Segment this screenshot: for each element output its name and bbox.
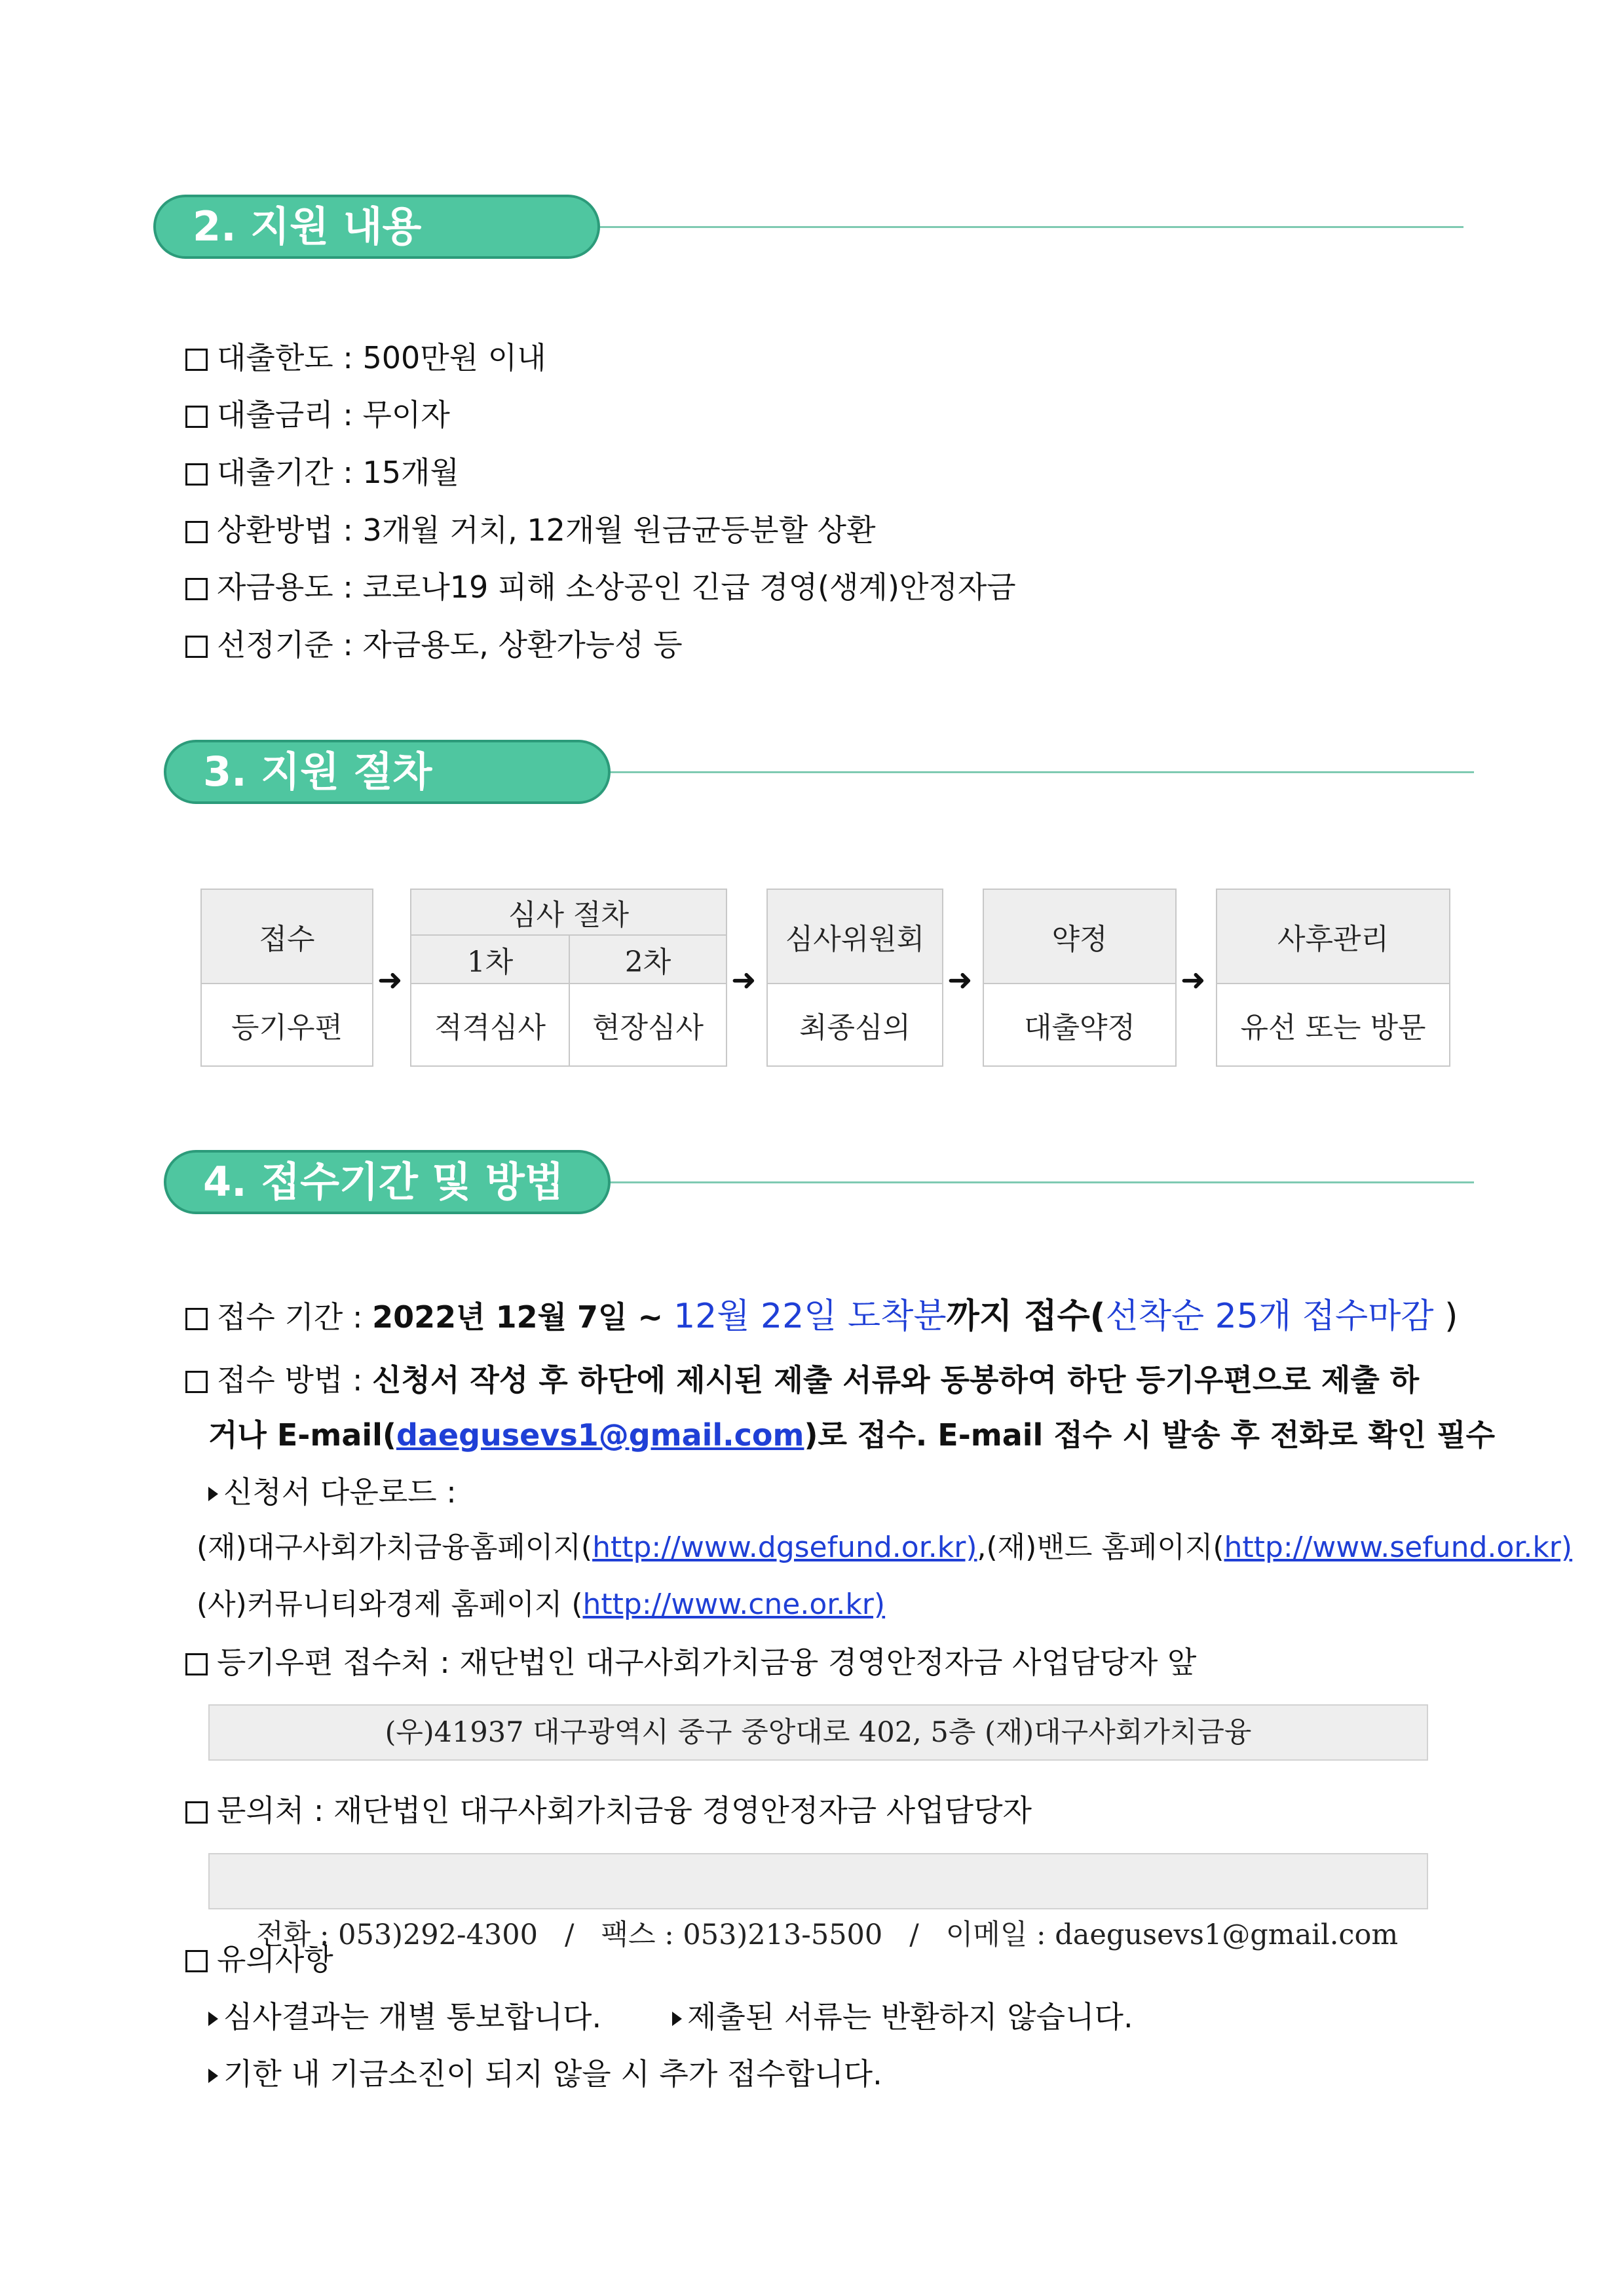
section-4-rule (611, 1181, 1474, 1183)
note-2-text: 제출된 서류는 반환하지 않습니다. (687, 1999, 1133, 2035)
step2-header (410, 889, 727, 936)
bullet-triangle-icon (208, 1487, 218, 1501)
sefund-link[interactable]: http://www.sefund.or.kr) (1224, 1531, 1573, 1564)
support-item-text: 상환방법 : 3개월 거치, 12개월 원금균등분할 상환 (217, 512, 876, 548)
period-close: ) (1433, 1297, 1458, 1336)
support-item (185, 567, 1016, 607)
checkbox-icon (185, 463, 208, 486)
contact-info-text: 전화 : 053)292-4300 / 팩스 : 053)213-5500 / 이메일 : daegusevs1@gmail.com (256, 1919, 1399, 1951)
step3-header-text: 심사위원회 (785, 923, 925, 956)
period-label: 접수 기간 : (217, 1299, 373, 1335)
section-3-rule (611, 771, 1474, 773)
download-label: 신청서 다운로드 : (223, 1474, 457, 1510)
step2-header-text: 심사 절차 (508, 898, 629, 932)
checkbox-icon (185, 349, 208, 371)
cne-link[interactable]: http://www.cne.or.kr) (582, 1588, 886, 1621)
arrow-right-icon: ➜ (1180, 962, 1206, 997)
support-item-text: 대출금리 : 무이자 (217, 397, 450, 432)
checkbox-icon (185, 1371, 208, 1393)
note-2 (672, 1997, 1133, 2037)
mail-to-text: 등기우편 접수처 : 재단법인 대구사회가치금융 경영안정자금 사업담당자 앞 (217, 1645, 1197, 1680)
contact-label-line (185, 1791, 1032, 1830)
support-item-text: 선정기준 : 자금용도, 상환가능성 등 (217, 627, 683, 662)
section-3-title-text: 3. 지원 절차 (203, 748, 432, 795)
arrow-right-icon: ➜ (377, 962, 403, 997)
section-4-title (164, 1150, 611, 1214)
dl-text-1b: ,(재)밴드 홈페이지( (977, 1531, 1224, 1564)
period-end: 12월 22일 도착분 (673, 1297, 947, 1336)
step5-header (1216, 889, 1450, 984)
dl-text-2a: (사)커뮤니티와경제 홈페이지 ( (197, 1588, 583, 1621)
contact-label: 문의처 : 재단법인 대구사회가치금융 경영안정자금 사업담당자 (217, 1793, 1032, 1828)
bullet-triangle-icon (208, 2069, 218, 2083)
bullet-triangle-icon (672, 2012, 682, 2026)
notes-label: 유의사항 (217, 1942, 333, 1977)
address-box (208, 1704, 1428, 1761)
support-item-text: 대출한도 : 500만원 이내 (217, 340, 546, 375)
download-line-1 (197, 1528, 1572, 1567)
step4-header-text: 약정 (1051, 923, 1108, 956)
checkbox-icon (185, 1950, 208, 1972)
step4-value-text: 대출약정 (1023, 1011, 1135, 1044)
step2-sub2 (569, 934, 727, 984)
step1-header (200, 889, 373, 984)
step1-value-text: 등기우편 (231, 1011, 343, 1044)
method-label: 접수 방법 : (217, 1362, 373, 1398)
step5-value (1216, 983, 1450, 1067)
step1-header-text: 접수 (259, 923, 315, 956)
note-3-text: 기한 내 기금소진이 되지 않을 시 추가 접수합니다. (223, 2056, 882, 2092)
step3-header (766, 889, 943, 984)
support-item (185, 395, 450, 434)
checkbox-icon (185, 1801, 208, 1824)
step4-value (983, 983, 1177, 1067)
contact-box (208, 1853, 1428, 1951)
period-start: 2022년 12월 7일 ~ (372, 1299, 674, 1335)
section-2-title (153, 195, 600, 259)
download-label-line (208, 1472, 457, 1512)
step2-value1 (410, 983, 570, 1067)
step2-value2 (569, 983, 727, 1067)
step2-sub1-text: 1차 (466, 946, 514, 979)
method-line (185, 1360, 1419, 1400)
step3-value-text: 최종심의 (799, 1011, 911, 1044)
section-2-rule (600, 226, 1463, 228)
period-line (185, 1297, 1458, 1337)
note-1-text: 심사결과는 개별 통보합니다. (223, 1999, 602, 2035)
step2-value1-text: 적격심사 (434, 1011, 546, 1044)
arrow-right-icon: ➜ (731, 962, 757, 997)
checkbox-icon (185, 636, 208, 658)
checkbox-icon (185, 578, 208, 600)
checkbox-icon (185, 1653, 208, 1675)
note-1 (208, 1997, 601, 2037)
bullet-triangle-icon (208, 2012, 218, 2026)
method-line-2 (208, 1415, 1495, 1455)
dgsefund-link[interactable]: http://www.dgsefund.or.kr) (592, 1531, 977, 1564)
download-line-2 (197, 1585, 885, 1624)
step5-value-text: 유선 또는 방문 (1240, 1011, 1426, 1044)
dl-text-1a: (재)대구사회가치금융홈페이지( (197, 1531, 593, 1564)
step2-value2-text: 현장심사 (592, 1011, 704, 1044)
period-limit: 선착순 25개 접수마감 (1105, 1297, 1434, 1336)
support-item (185, 625, 683, 664)
section-2-title-text: 2. 지원 내용 (193, 202, 422, 250)
notes-label-line (185, 1940, 333, 1979)
step2-sub2-text: 2차 (624, 946, 671, 979)
method-text-2b: )로 접수. E-mail 접수 시 발송 후 전화로 확인 필수 (804, 1417, 1496, 1453)
support-item (185, 510, 876, 550)
support-item (185, 453, 459, 492)
arrow-right-icon: ➜ (947, 962, 973, 997)
support-item-text: 대출기간 : 15개월 (217, 455, 459, 490)
checkbox-icon (185, 521, 208, 543)
section-3-title (164, 740, 611, 804)
support-item-text: 자금용도 : 코로나19 피해 소상공인 긴급 경영(생계)안정자금 (217, 569, 1016, 605)
step2-sub1 (410, 934, 570, 984)
checkbox-icon (185, 1308, 208, 1330)
mail-to-line (185, 1643, 1196, 1682)
step3-value (766, 983, 943, 1067)
support-item (185, 338, 546, 377)
method-text-2a: 거나 E-mail( (208, 1417, 396, 1453)
checkbox-icon (185, 406, 208, 428)
section-4-title-text: 4. 접수기간 및 방법 (203, 1158, 564, 1206)
step5-header-text: 사후관리 (1277, 923, 1389, 956)
address-text: (우)41937 대구광역시 중구 중앙대로 402, 5층 (재)대구사회가치금융 (385, 1716, 1252, 1749)
note-3 (208, 2054, 882, 2094)
period-mid: 까지 접수( (946, 1297, 1106, 1336)
step4-header (983, 889, 1177, 984)
step1-value (200, 983, 373, 1067)
method-text-1: 신청서 작성 후 하단에 제시된 제출 서류와 동봉하여 하단 등기우편으로 제출 하 (372, 1362, 1420, 1398)
email-link[interactable]: daegusevs1@gmail.com (396, 1417, 804, 1453)
